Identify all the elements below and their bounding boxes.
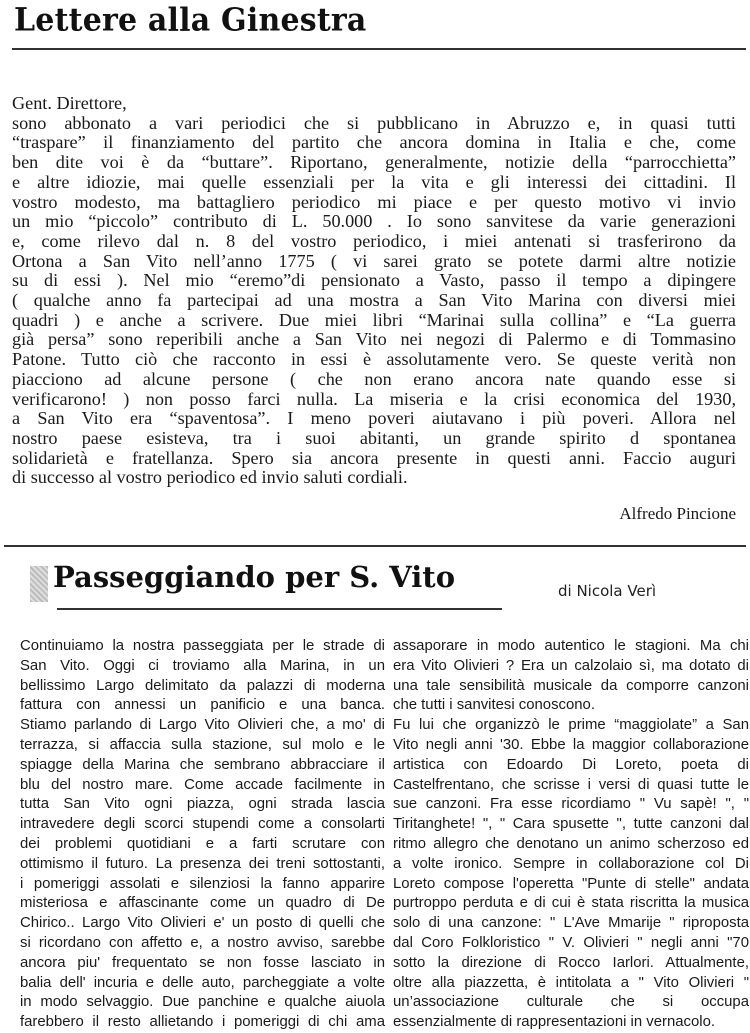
text-line: di successo al vostro periodico ed invio saluti cordiali. [12, 467, 408, 488]
text-line: Chirico.. Largo Vito Olivieri e' un posto di quelli che [20, 915, 385, 932]
text-line: misteriosa e affascinante come un quadro di De [20, 895, 385, 912]
text-line: sono abbonato a vari periodici che si pubblicano in Abruzzo e, in quasi tutti [12, 112, 736, 133]
text-line: ottimismo il futuro. La presenza dei treni sottostanti, [20, 855, 385, 872]
section-divider [4, 545, 746, 547]
text-line: che tutti i sanvitesi conoscono. [393, 697, 595, 714]
text-line: Stiamo parlando di Largo Vito Olivieri che, a mo' di [20, 717, 385, 734]
letter-signature: Alfredo Pincione [619, 504, 736, 523]
text-line: vostro modesto, ma battagliero periodico mi piace e per questo motivo vi invio [12, 191, 736, 212]
text-line: San Vito. Oggi ci troviamo alla Marina, in un [20, 657, 385, 674]
text-line: dei problemi quotidiani e a farti scrutare con [20, 835, 385, 852]
text-line: solo di una canzone: " L'Ave Mmarije " riproposta [393, 915, 749, 932]
text-line: “traspare” il finanziamento del partito che ancora domina in Italia e che, come [12, 132, 736, 153]
text-line: sotto la direzione di Rocco Iarlori. Attualmente, [393, 954, 749, 971]
text-line: i pomeriggi assolati e silenziosi la fanno apparire [20, 875, 385, 892]
text-line: purtroppo perduta e di cui è stata riscritta la musica [393, 895, 749, 912]
text-line: farebbero il resto allietando i pomeriggi di chi ama [20, 1014, 385, 1031]
text-line: Fu lui che organizzò le prime “maggiolate” a San [393, 717, 749, 734]
text-line: balia dell' incuria e delle auto, parcheggiate a volte [20, 974, 385, 991]
text-line: quadri ) e anche a scrivere. Due miei libri “Marinai sulla collina” e “La guerra [12, 309, 736, 330]
text-line: a San Vito era “spaventosa”. I meno poveri aiutavano i più poveri. Allora nel [12, 408, 736, 429]
text-line: essenzialmente di rappresentazioni in vernacolo. [393, 1014, 715, 1031]
text-line: Patone. Tutto ciò che racconto in essi è assolutamente vero. Se queste verità non [12, 349, 736, 370]
text-line: fattura con annessi un panificio e una banca. [20, 697, 385, 714]
text-line: terrazza, si affaccia sulla stazione, sul molo e le [20, 736, 385, 753]
text-line: verificarono! ) non posso farci nulla. La miseria e la crisi economica del 1930, [12, 388, 736, 409]
text-line: piacciono ad alcune persone ( che non erano ancora nate quando esse si [12, 368, 736, 389]
text-line: un’associazione culturale che si occupa [393, 994, 749, 1011]
title-divider [12, 48, 746, 50]
text-line: intravedere degli scorci stupendi come a consolarti [20, 816, 385, 833]
text-line: dal Coro Folkloristico " V. Olivieri " negli anni "70 [393, 934, 749, 951]
text-line: Gent. Direttore, [12, 93, 127, 113]
text-line: un mio “piccolo” contributo di L. 50.000 . Io sono sanvitese da varie generazioni [12, 211, 736, 232]
text-line: Castelfrentano, che scrisse i versi di quasi tutte le [393, 776, 749, 793]
text-line: e, come rilevo dal n. 8 del vostro periodico, i miei antenati si trasferirono da [12, 230, 736, 251]
article-title-underline [57, 608, 502, 610]
text-line: ritmo allegro che denotano un animo scherzoso ed [393, 835, 749, 852]
text-line: ancora piu' frequentato se non fosse lasciato in [20, 954, 385, 971]
text-line: Ortona a San Vito nell’anno 1775 ( vi sarei grato se potete darmi altre notizie [12, 250, 736, 271]
text-line: assaporare in modo autentico le stagioni. Ma chi [393, 638, 749, 654]
text-line: una tale sensibilità musicale da comporre canzoni [393, 677, 749, 694]
text-line: nostro paese esisteva, tra i suoi abitanti, un grande spirito d spontanea [12, 427, 736, 448]
letter-body [12, 94, 736, 488]
text-line: già persa” sono reperibili anche a San Vito nei negozi di Palermo e di Tommasino [12, 329, 736, 350]
heading-marker-ornament [30, 566, 48, 602]
article-byline: di Nicola Verì [558, 582, 657, 600]
text-line: e altre idiozie, mai quelle essenziali per la vita e gli interessi dei cittadini. Il [12, 171, 736, 192]
text-line: solidarietà e fratellanza. Spero sia ancora presente in questi anni. Faccio auguri [12, 447, 736, 468]
text-line: blu del nostro mare. Come accade facilmente in [20, 776, 385, 793]
text-line: Vito negli anni '30. Ebbe la maggior collaborazione [393, 736, 749, 753]
text-line: tutta San Vito ogni piazza, ogni strada lascia [20, 796, 385, 813]
article-title: Passeggiando per S. Vito [53, 560, 456, 594]
text-line: si ricordano con affetto e, a nostro avviso, sarebbe [20, 934, 385, 951]
text-line: ( qualche anno fa partecipai ad una mostra a San Vito Marina con diversi miei [12, 290, 736, 311]
text-line: era Vito Olivieri ? Era un calzolaio sì, ma dotato di [393, 657, 749, 674]
letters-section-title: Lettere alla Ginestra [14, 2, 367, 39]
article-column-right [393, 637, 749, 1033]
text-line: su di essi ). Nel mio “eremo”di pensionato a Vasto, passo il tempo a dipingere [12, 270, 736, 291]
article-column-left [20, 637, 385, 1033]
text-line: Tiritanghete! ", " Cara spusette ", tutte canzoni dal [393, 816, 749, 833]
text-line: bellissimo Largo delimitato da palazzi di moderna [20, 677, 385, 694]
text-line: oltre alla piazzetta, è intitolata a " Vito Olivieri " [393, 974, 749, 991]
text-line: sue canzoni. Fra esse ricordiamo " Vu sapè! ", " [393, 796, 749, 813]
text-line: artistica con Edoardo Di Loreto, poeta di [393, 756, 749, 773]
text-line: in modo selvaggio. Due panchine e qualche aiuola [20, 994, 385, 1011]
text-line: spiagge della Marina che sembrano abbracciare il [20, 756, 385, 773]
text-line: a volte ironico. Sempre in collaborazione col Di [393, 855, 749, 872]
text-line: ben dite voi è da “buttare”. Riportano, generalmente, notizie della “parrocchietta” [12, 152, 736, 173]
text-line: Loreto compose l'operetta "Punte di stelle" andata [393, 875, 749, 892]
text-line: Continuiamo la nostra passeggiata per le strade di [20, 638, 385, 654]
